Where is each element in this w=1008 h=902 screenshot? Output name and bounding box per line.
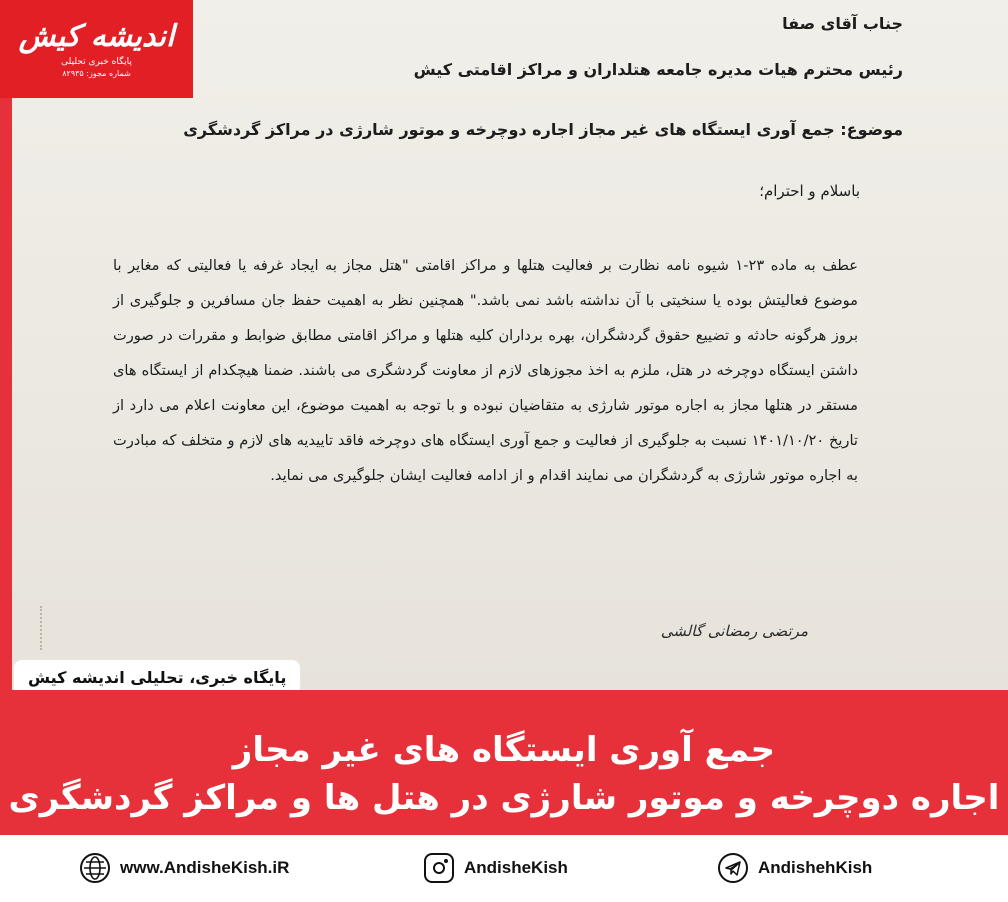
headline-line-1: جمع آوری ایستگاه های غیر مجاز	[232, 730, 776, 770]
letter-greeting: باسلام و احترام؛	[759, 182, 860, 200]
letter-signature: مرتضی رمضانی گالشی	[660, 622, 808, 640]
website-url: www.AndisheKish.iR	[120, 858, 290, 877]
logo-tagline: پایگاه خبری تحلیلی	[61, 56, 132, 67]
letter-recipient-position: رئیس محترم هیات مدیره جامعه هتلداران و مراکز اقامتی کیش	[413, 60, 903, 79]
globe-icon	[80, 853, 110, 883]
telegram-icon	[718, 853, 748, 883]
telegram-handle: AndishehKish	[758, 858, 873, 877]
letter-subject: موضوع: جمع آوری ایستگاه های غیر مجاز اجاره دوچرخه و موتور شارژی در مراکز گردشگری	[183, 120, 903, 139]
instagram-icon	[424, 853, 454, 883]
logo-name: اندیشه کیش	[18, 18, 175, 54]
footer-website[interactable]	[80, 850, 289, 886]
margin-mark	[40, 606, 50, 650]
source-label: پایگاه خبری، تحلیلی اندیشه کیش	[14, 660, 300, 694]
logo-registration: شماره مجوز: ۸۲۹۳۵	[62, 68, 131, 78]
letter-body: عطف به ماده ۲۳-۱ شیوه نامه نظارت بر فعالیت هتلها و مراکز اقامتی "هتل مجاز به ایجاد غرفه یا فعالیتی که مغایر با موضوع فعالیتش بوده یا سنخیتی با آن نداشته باشد نمی باشد." همچنین نظر به اهمیت حفظ جان مسافرین و جلوگیری از بروز هرگونه حادثه و تضییع حقوق گردشگران، بهره برداران کلیه هتلها و مراکز اقامتی مطابق ضوابط و مقررات در صورت داشتن ایستگاه دوچرخه در هتل، ملزم به اخذ مجوزهای لازم از معاونت گردشگری می باشند. ضمنا هیچکدام از ایستگاه های مستقر در هتلها مجاز به اجاره موتور شارژی به متقاضیان نبوده و با توجه به اهمیت موضوع، این معاونت اعلام می دارد از تاریخ ۱۴۰۱/۱۰/۲۰ نسبت به جلوگیری از فعالیت و جمع آوری ایستگاه های دوچرخه فاقد تاییدیه های لازم و متخلف که مبادرت به اجاره موتور شارژی به گردشگران می نمایند اقدام و از ادامه فعالیت ایشان جلوگیری می نماید.	[113, 257, 858, 484]
footer-telegram[interactable]	[718, 850, 872, 886]
brand-logo	[0, 0, 193, 98]
headline-line-2: اجاره دوچرخه و موتور شارژی در هتل ها و مراکز گردشگری	[8, 778, 1000, 818]
letter-document	[12, 0, 1008, 690]
instagram-handle: AndisheKish	[464, 858, 568, 877]
letter-recipient: جناب آقای صفا	[782, 14, 903, 33]
footer-instagram[interactable]	[424, 850, 568, 886]
